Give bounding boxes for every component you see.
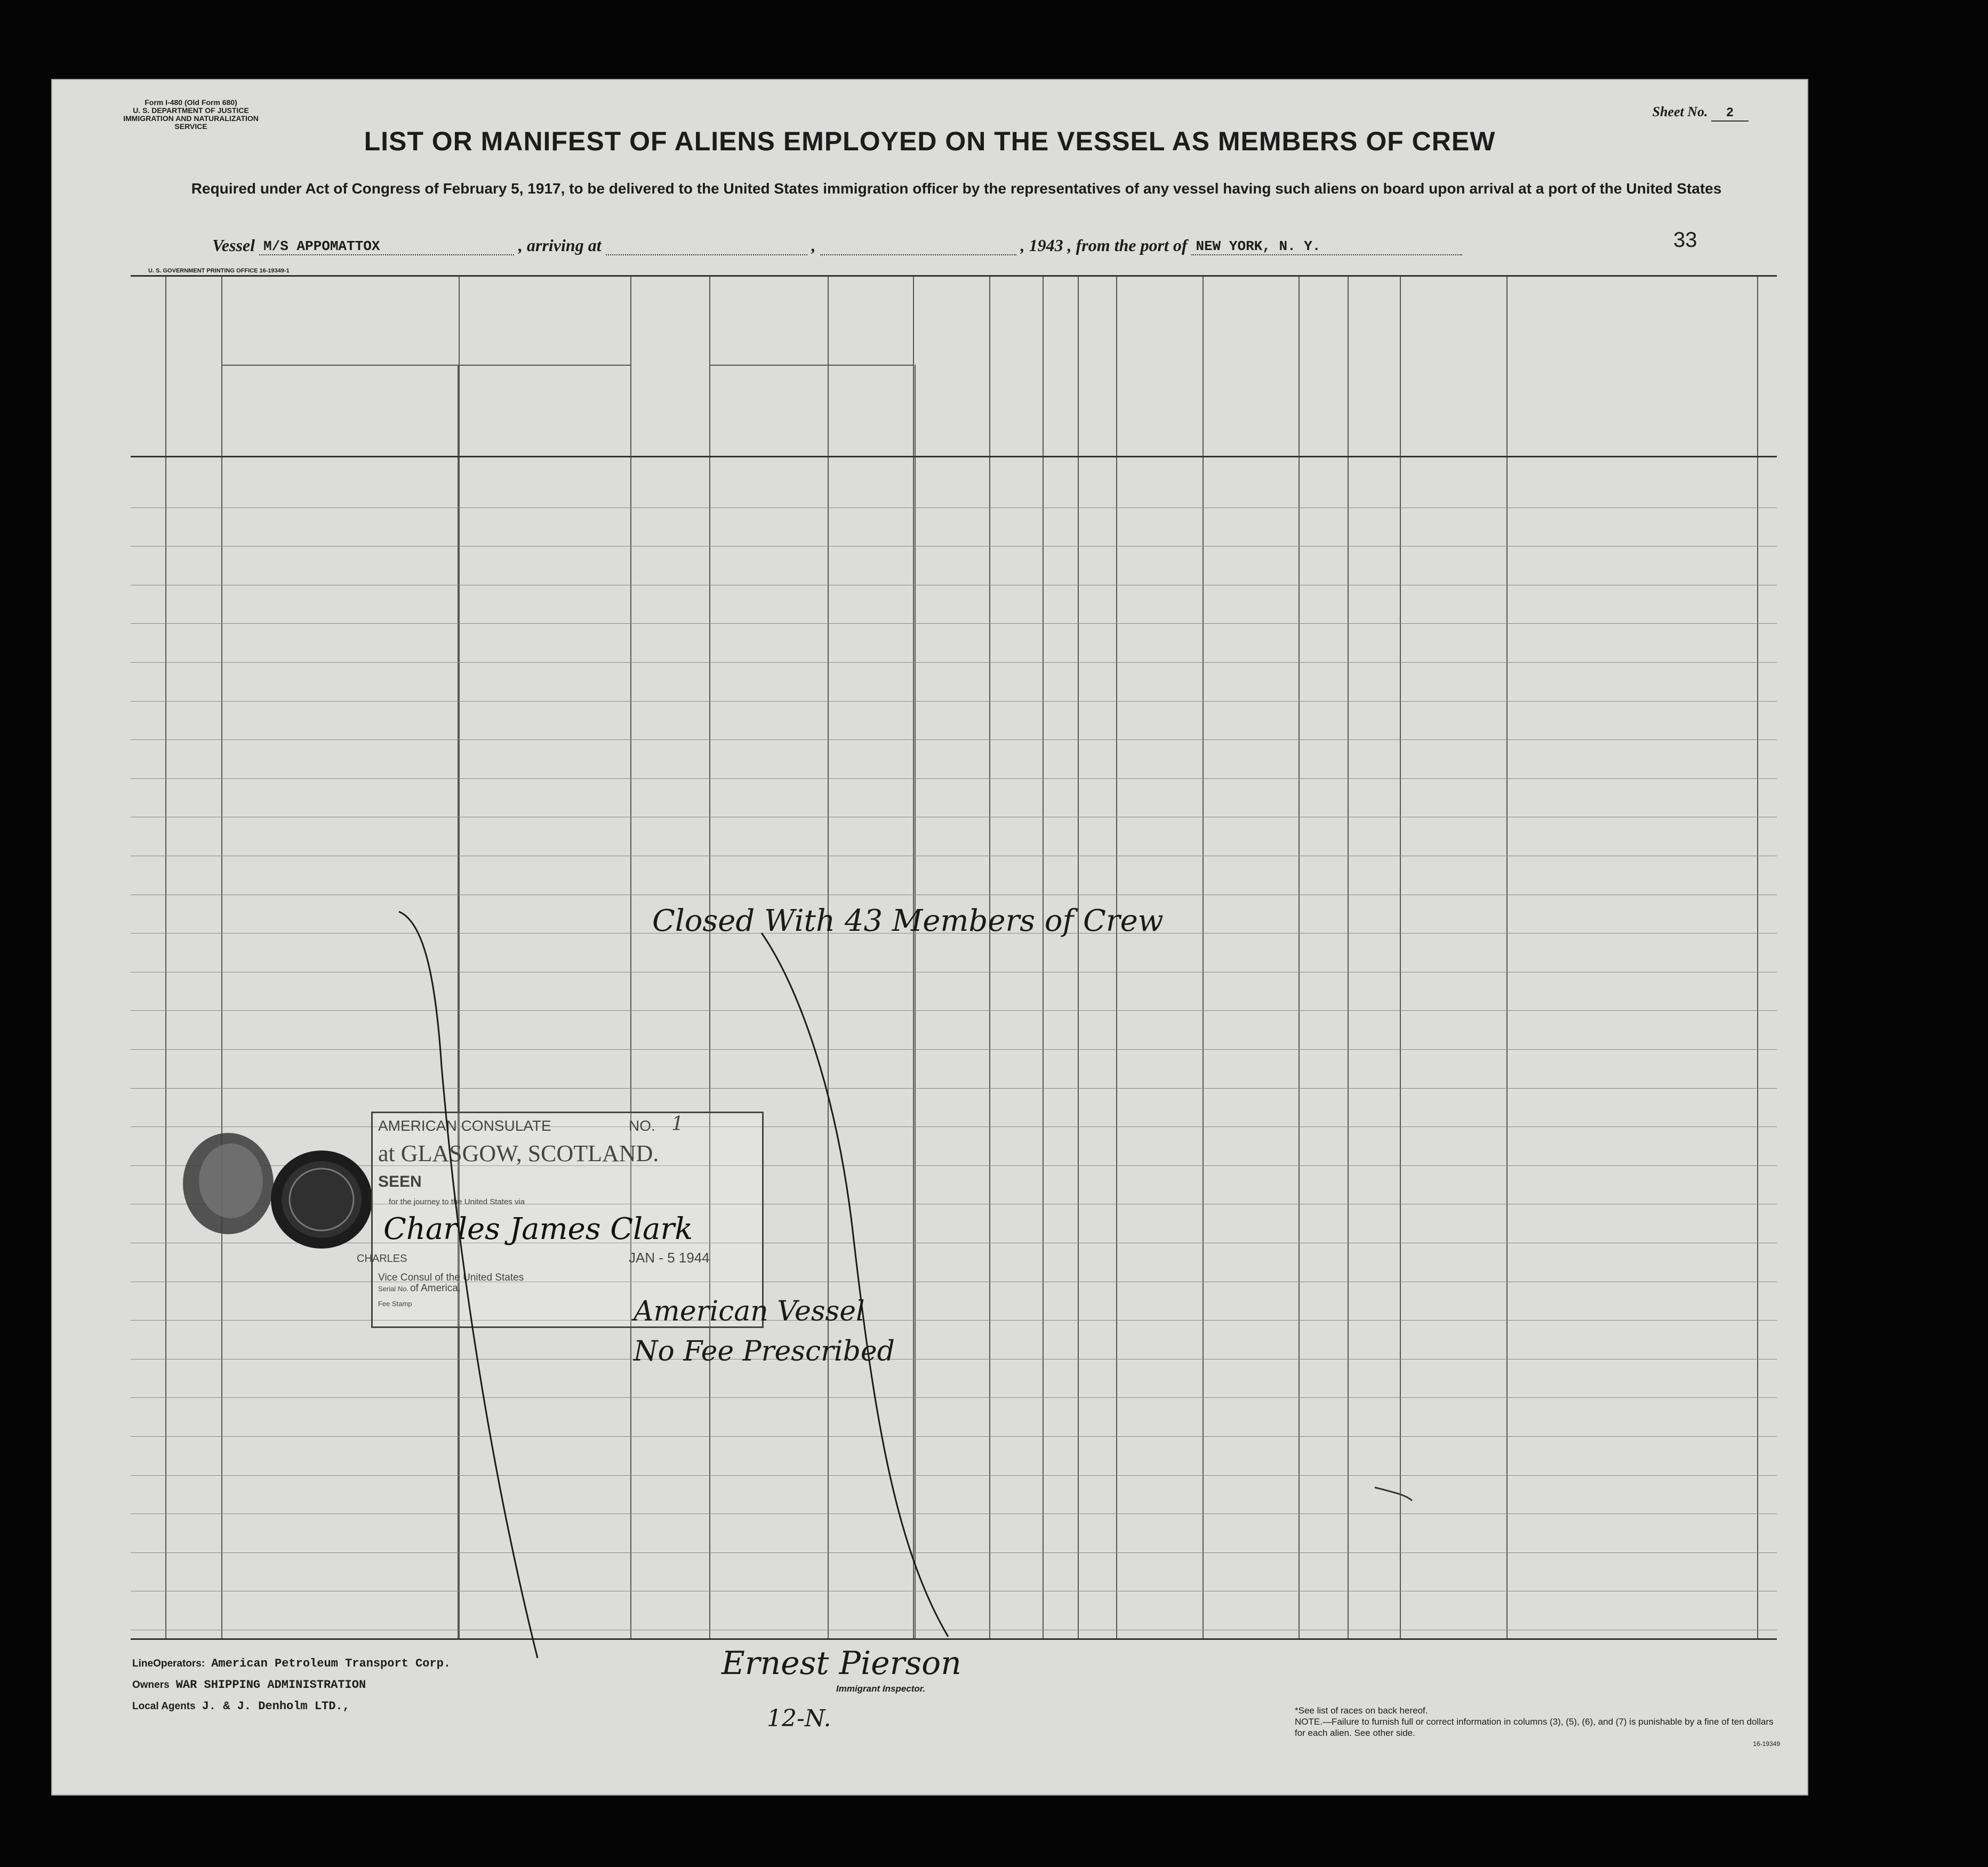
vessel-label: Vessel <box>212 236 255 255</box>
inspector-label: Immigrant Inspector. <box>836 1684 926 1694</box>
vessel-line: Vessel M/S APPOMATTOX , arriving at , , 1943 , from the port of NEW YORK, N. Y. <box>212 236 1785 259</box>
inspector-initials: 12-N. <box>767 1705 831 1732</box>
sheet-label: Sheet No. <box>1652 104 1708 119</box>
sheet-value: 2 <box>1711 106 1749 122</box>
stamp-place: at GLASGOW, SCOTLAND. <box>378 1140 659 1166</box>
pen-strokes <box>52 80 1808 1796</box>
note-fine: NOTE.—Failure to furnish full or correct information in columns (3), (5), (6), and (7) is punishable by a fine of ten dollars for each alien. See other side. <box>1295 1717 1774 1738</box>
footer-notes <box>1295 1705 1780 1750</box>
operators-value: American Petroleum Transport Corp. <box>211 1657 451 1670</box>
stamp-fee: Fee Stamp <box>378 1300 412 1308</box>
page-title: LIST OR MANIFEST OF ALIENS EMPLOYED ON THE VESSEL AS MEMBERS OF CREW <box>364 126 1496 156</box>
arriving-label: , arriving at <box>518 236 602 255</box>
form-code: 16-19349 <box>1753 1740 1780 1748</box>
stamp-no-label: NO. <box>629 1117 655 1134</box>
operators-label: Operators: <box>153 1658 205 1669</box>
from-port: NEW YORK, N. Y. <box>1191 238 1462 255</box>
stamp-date: JAN - 5 1944 <box>629 1250 710 1266</box>
form-number: Form I-480 (Old Form 680) <box>145 98 237 107</box>
closing-note: Closed With 43 Members of Crew <box>652 904 1164 938</box>
stamp-consulate: AMERICAN CONSULATE <box>378 1117 551 1134</box>
annotation-american-vessel: American Vessel <box>634 1295 865 1327</box>
from-port-label: , from the port of <box>1067 236 1188 255</box>
footer-info <box>132 1657 451 1721</box>
stamp-title-2: of America. <box>410 1283 461 1294</box>
year-prefix: , 19 <box>1020 236 1046 255</box>
margin-number: 33 <box>1673 228 1697 252</box>
manifest-sheet <box>51 79 1808 1796</box>
stamp-no-value: 1 <box>671 1113 684 1135</box>
agents-value: J. & J. Denholm LTD., <box>202 1700 350 1713</box>
vessel-name: M/S APPOMATTOX <box>259 238 514 255</box>
stamp-journey: for the journey to the United States via <box>389 1197 525 1206</box>
line-label: Line <box>132 1658 154 1669</box>
inspector-signature: Ernest Pierson <box>722 1645 961 1682</box>
stamp-official: CHARLES <box>357 1253 407 1265</box>
note-races: *See list of races on back hereof. <box>1295 1705 1428 1716</box>
annotation-no-fee: No Fee Prescribed <box>634 1335 895 1367</box>
stamp-serial: Serial No. <box>378 1285 409 1293</box>
stamp-seen: SEEN <box>378 1173 422 1190</box>
service: IMMIGRATION AND NATURALIZATION SERVICE <box>123 114 259 131</box>
owners-label: Owners <box>132 1679 170 1691</box>
agents-label: Local Agents <box>132 1701 196 1712</box>
department: U. S. DEPARTMENT OF JUSTICE <box>133 106 249 115</box>
year-value: 43 <box>1046 236 1063 255</box>
owners-value: WAR SHIPPING ADMINISTRATION <box>175 1678 366 1692</box>
stamp-signature: Charles James Clark <box>383 1212 693 1246</box>
stamp-title-1: Vice Consul of the United States <box>378 1272 524 1283</box>
printing-office: U. S. GOVERNMENT PRINTING OFFICE 16-19349-1 <box>148 268 290 274</box>
page-subtitle: Required under Act of Congress of February 5, 1917, to be delivered to the United States immigration officer by the representatives of any vessel having such aliens on board upon arrival at a port of the United States <box>191 180 1722 197</box>
